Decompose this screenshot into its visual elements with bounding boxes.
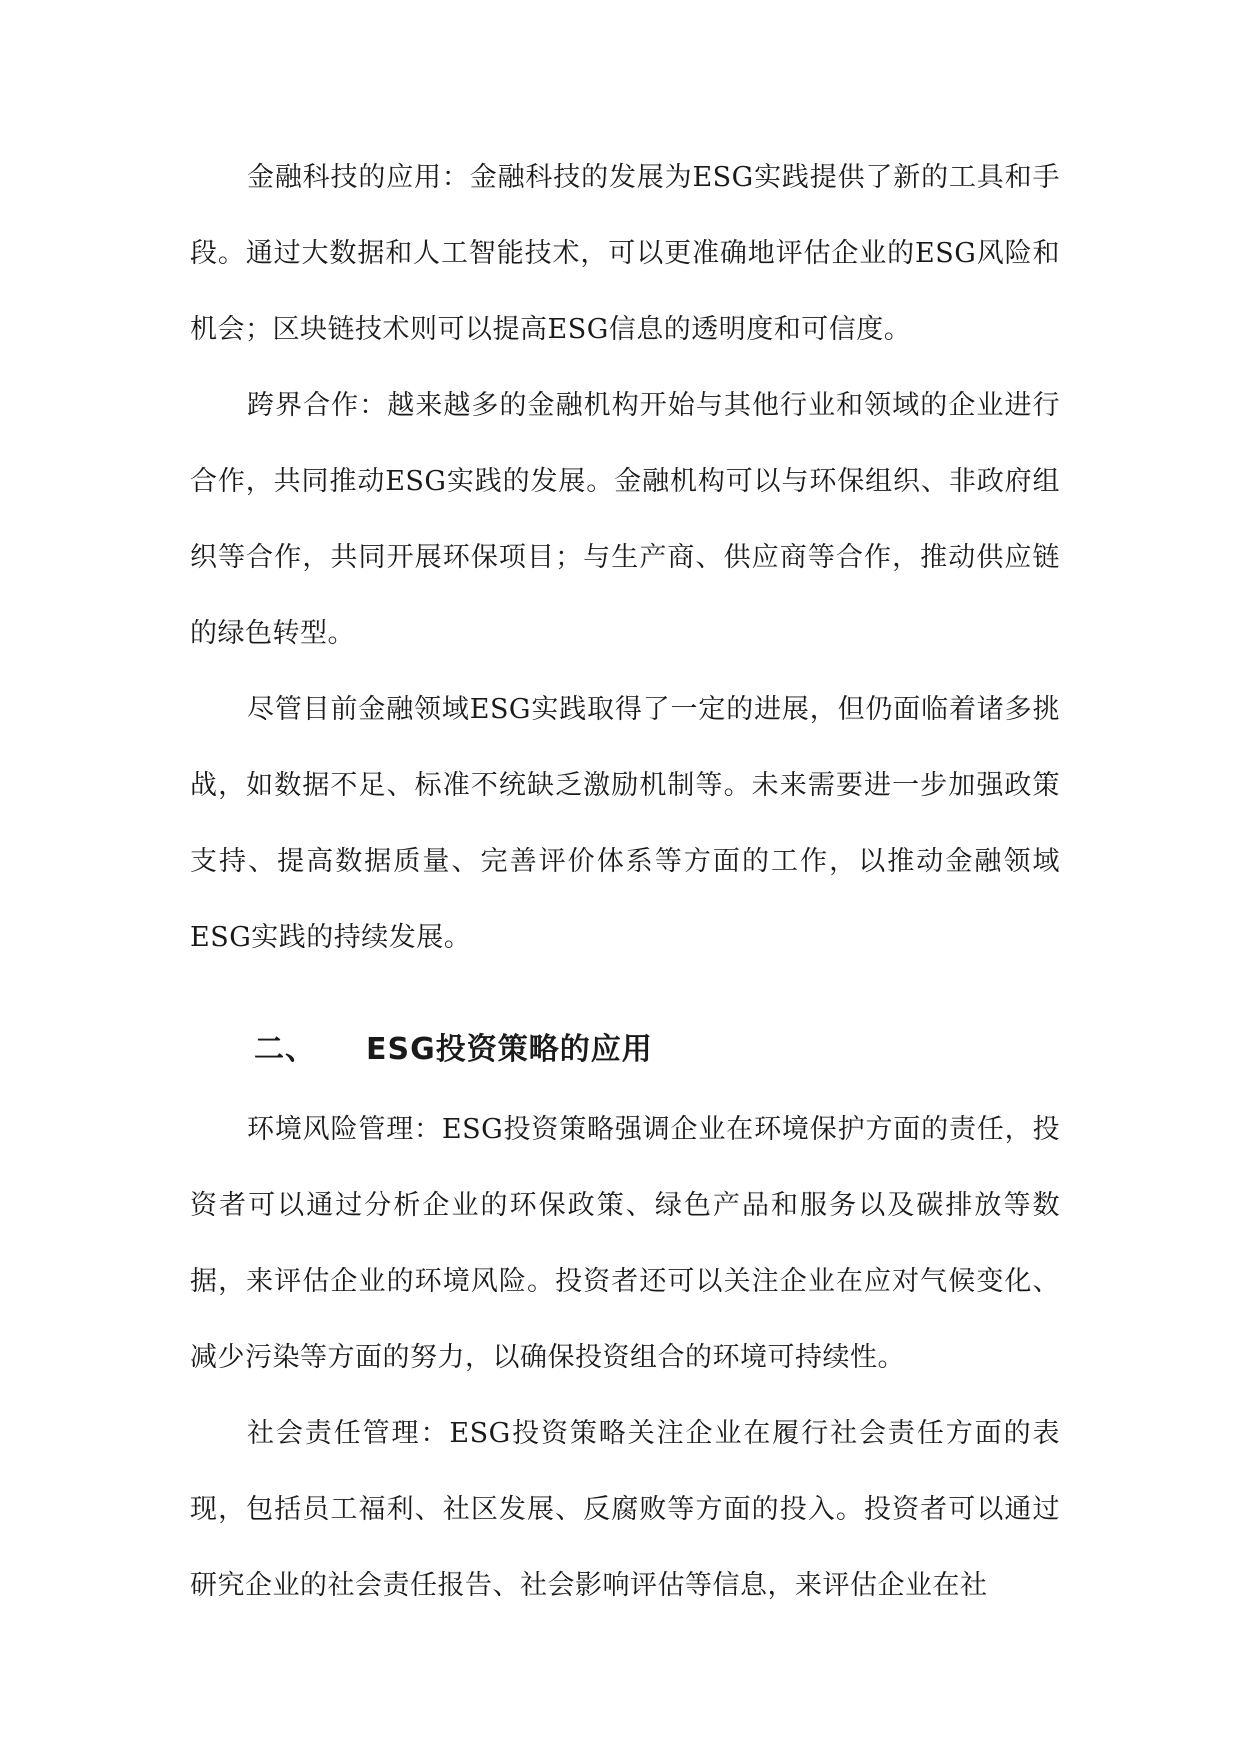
document-body xyxy=(190,140,1060,1624)
section-heading xyxy=(190,1012,1060,1088)
paragraph-environmental-risk: 环境风险管理：ESG投资策略强调企业在环境保护方面的责任，投资者可以通过分析企业的环保政策、绿色产品和服务以及碳排放等数据，来评估企业的环境风险。投资者还可以关注企业在应对气候变化、减少污染等方面的努力，以确保投资组合的环境可持续性。 xyxy=(190,1114,1060,1373)
paragraph-challenges: 尽管目前金融领域ESG实践取得了一定的进展，但仍面临着诸多挑战，如数据不足、标准不统缺乏激励机制等。未来需要进一步加强政策支持、提高数据质量、完善评价体系等方面的工作，以推动金融领域ESG实践的持续发展。 xyxy=(190,694,1060,953)
paragraph-social-responsibility: 社会责任管理：ESG投资策略关注企业在履行社会责任方面的表现，包括员工福利、社区发展、反腐败等方面的投入。投资者可以通过研究企业的社会责任报告、社会影响评估等信息，来评估企业在社 xyxy=(190,1418,1060,1601)
paragraph-cross-industry: 跨界合作：越来越多的金融机构开始与其他行业和领域的企业进行合作，共同推动ESG实践的发展。金融机构可以与环保组织、非政府组织等合作，共同开展环保项目；与生产商、供应商等合作，推动供应链的绿色转型。 xyxy=(190,390,1060,649)
paragraph-fintech: 金融科技的应用：金融科技的发展为ESG实践提供了新的工具和手段。通过大数据和人工智能技术，可以更准确地评估企业的ESG风险和机会；区块链技术则可以提高ESG信息的透明度和可信度。 xyxy=(190,162,1060,345)
section-number: 二、 xyxy=(254,1032,316,1067)
section-title: ESG投资策略的应用 xyxy=(366,1032,653,1067)
